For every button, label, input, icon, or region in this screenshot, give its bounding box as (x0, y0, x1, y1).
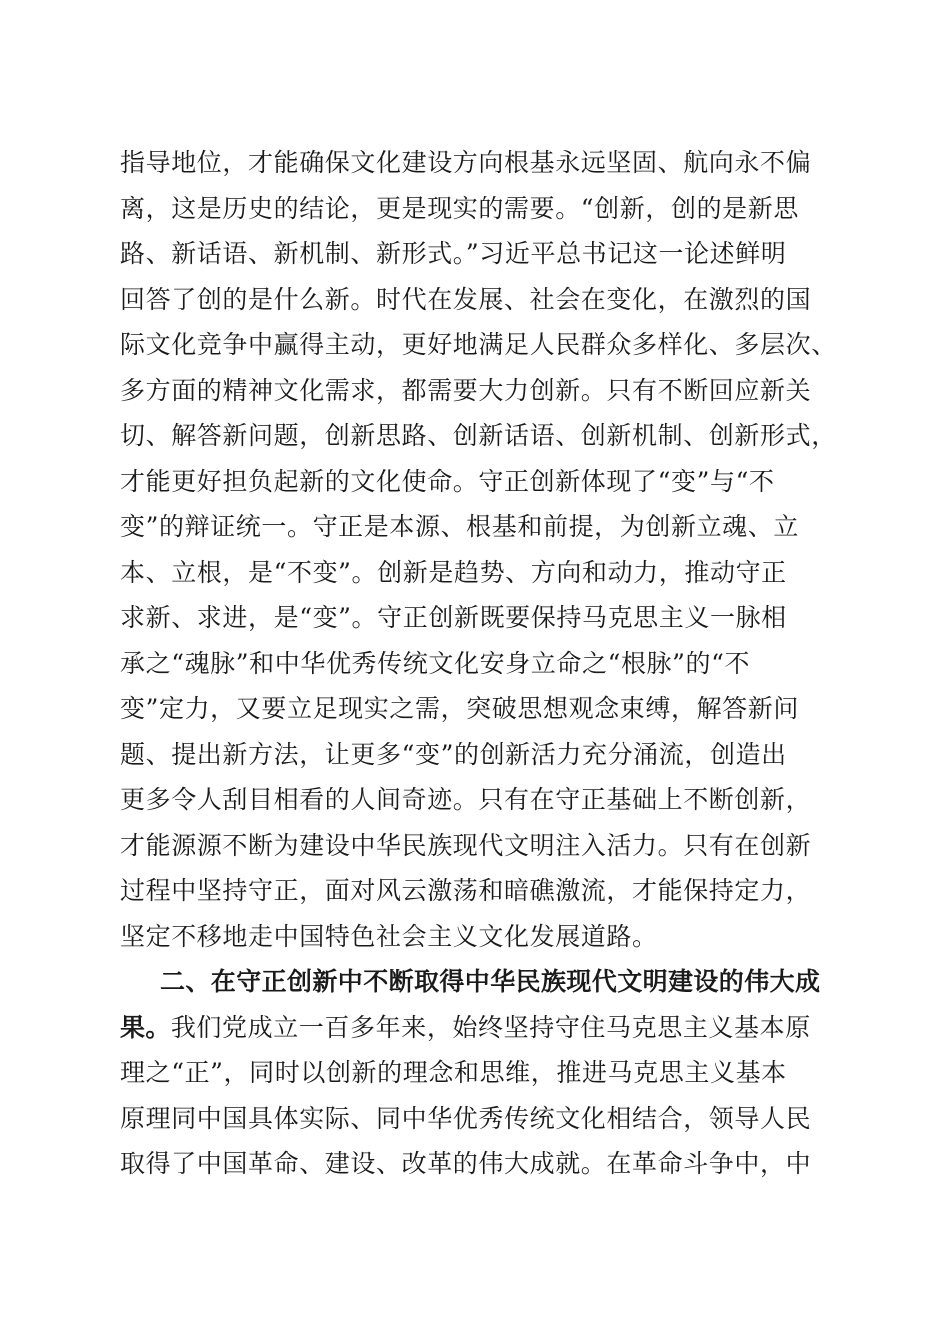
text-line: 离，这是历史的结论，更是现实的需要。“创新，创的是新思 (120, 193, 799, 223)
text-line: 原理同中国具体实际、同中华优秀传统文化相结合，领导人民 (120, 1103, 812, 1133)
text-line: 取得了中国革命、建设、改革的伟大成就。在革命斗争中，中 (120, 1149, 812, 1178)
text-line: 求新、求进，是“变”。守正创新既要保持马克思主义一脉相 (120, 603, 787, 632)
text-line (120, 1005, 840, 1051)
text-line: 更多令人刮目相看的人间奇迹。只有在守正基础上不断创新， (120, 785, 812, 814)
text-line: 多方面的精神文化需求，都需要大力创新。只有不断回应新关 (120, 375, 812, 405)
text-line: 指导地位，才能确保文化建设方向根基永远坚固、航向永不偏 (120, 148, 812, 177)
section-heading-end: 果。 (120, 1012, 171, 1042)
paragraph-1 (120, 140, 840, 959)
text-line: 变”定力，又要立足现实之需，突破思想观念束缚，解答新问 (120, 694, 799, 723)
text-line: 切、解答新问题，创新思路、创新话语、创新机制、创新形式， (120, 421, 837, 450)
text-line: 路、新话语、新机制、新形式。”习近平总书记这一论述鲜明 (120, 239, 787, 268)
text-line: 才能更好担负起新的文化使命。守正创新体现了“变”与“不 (120, 466, 775, 496)
text-line: 理之“正”，同时以创新的理念和思维，推进马克思主义基本 (120, 1058, 787, 1087)
text-line: 本、立根，是“不变”。创新是趋势、方向和动力，推动守正 (120, 557, 787, 587)
text-line: 回答了创的是什么新。时代在发展、社会在变化，在激烈的国 (120, 284, 812, 314)
document-body (120, 140, 840, 1187)
paragraph-2 (120, 959, 840, 1187)
text-line: 坚定不移地走中国特色社会主义文化发展道路。 (120, 921, 658, 951)
text-line-rest: 我们党成立一百多年来，始终坚持守住马克思主义基本原 (170, 1012, 811, 1042)
text-line: 题、提出新方法，让更多“变”的创新活力充分涌流，创造出 (120, 739, 787, 769)
text-line: 变”的辩证统一。守正是本源、根基和前提，为创新立魂、立 (120, 512, 799, 541)
text-line: 才能源源不断为建设中华民族现代文明注入活力。只有在创新 (120, 830, 812, 860)
text-line: 过程中坚持守正，面对风云激荡和暗礁激流，才能保持定力， (120, 876, 812, 905)
text-line: 承之“魂脉”和中华优秀传统文化安身立命之“根脉”的“不 (120, 648, 751, 678)
text-line: 际文化竞争中赢得主动，更好地满足人民群众多样化、多层次、 (120, 330, 837, 359)
section-heading: 二、在守正创新中不断取得中华民族现代文明建设的伟大成 (160, 967, 821, 996)
